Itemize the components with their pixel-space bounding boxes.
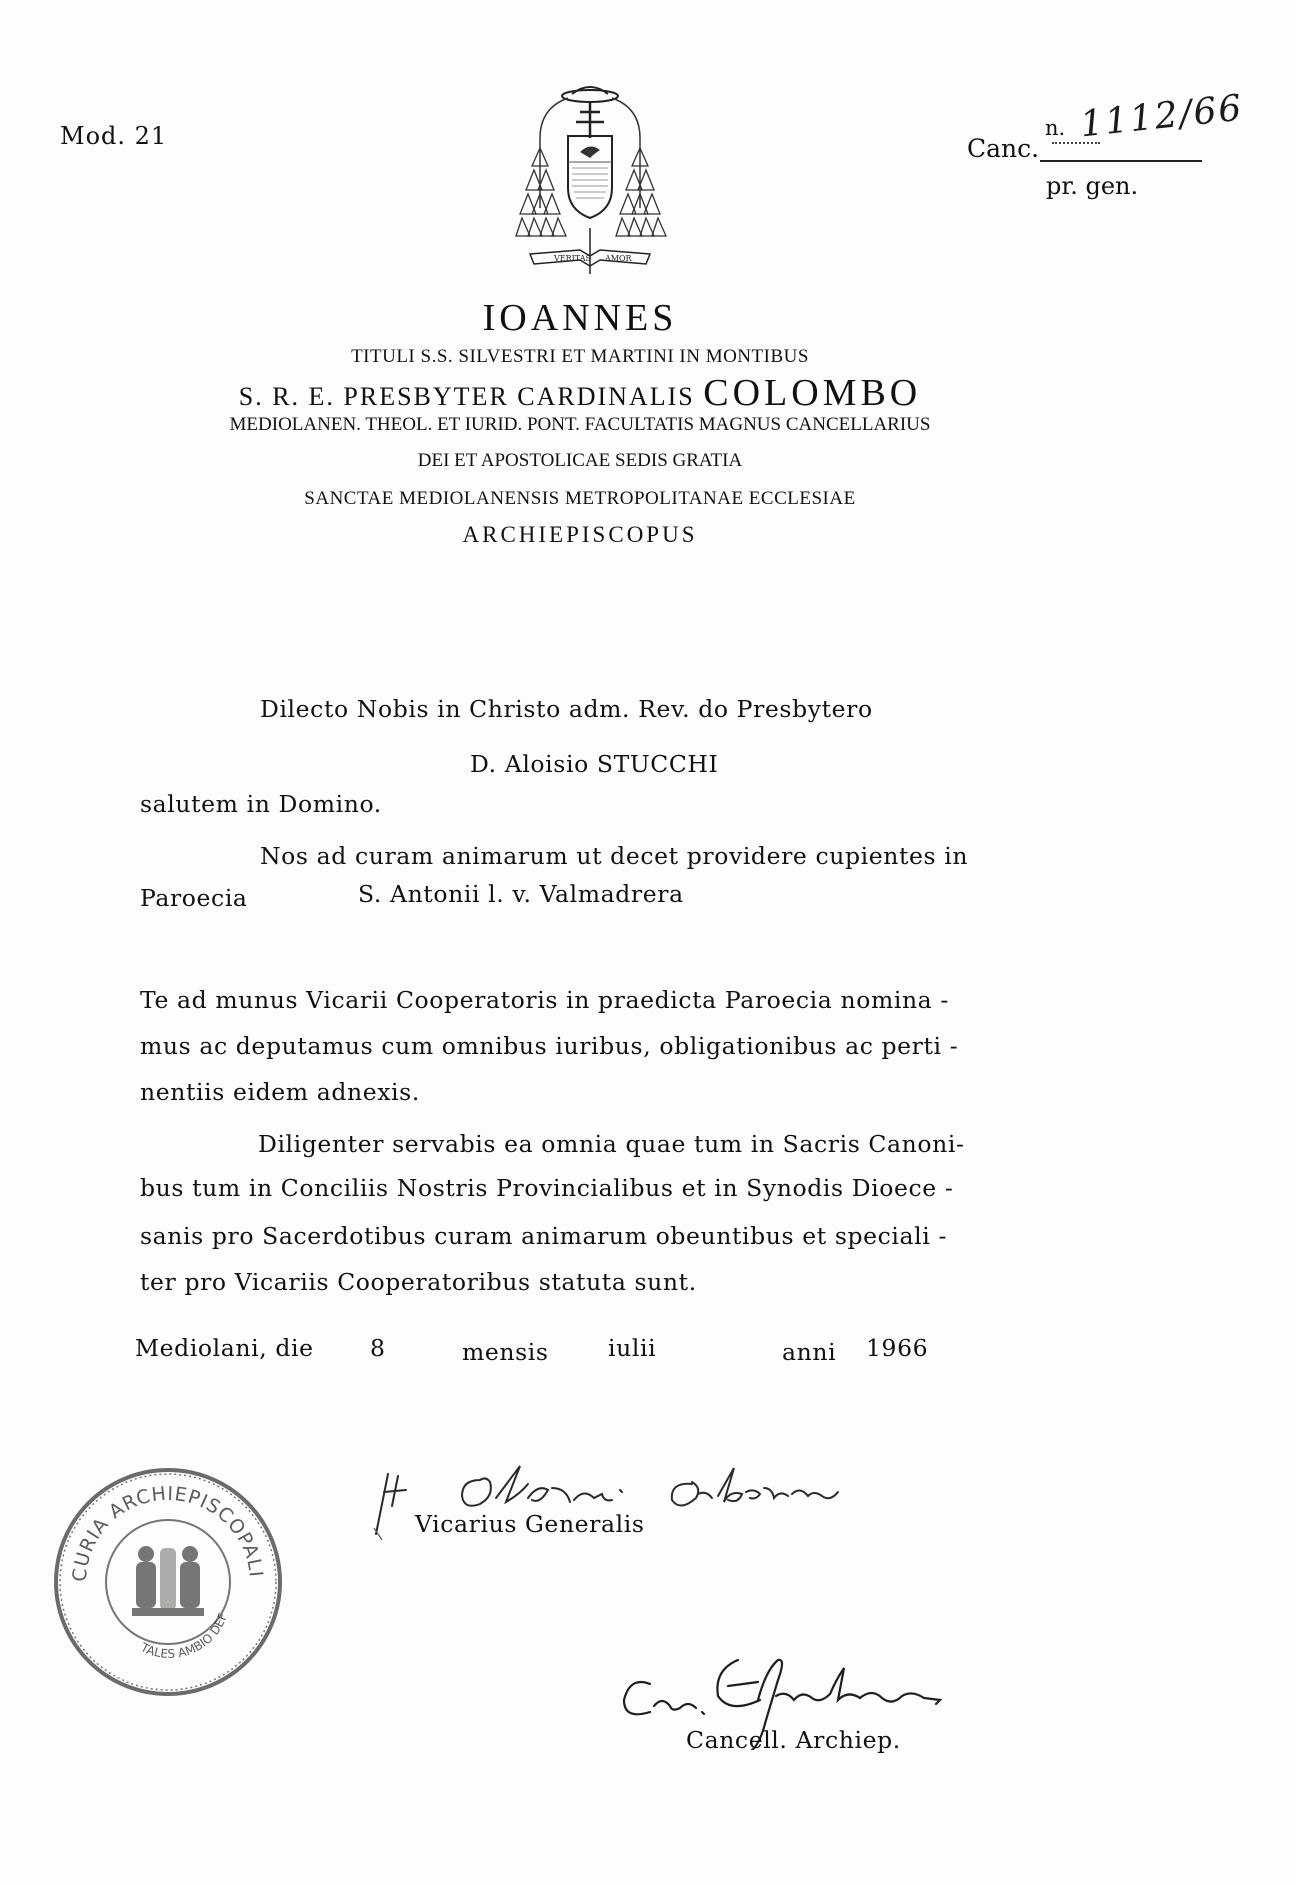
body-line-adnexis: nentiis eidem adnexis. xyxy=(140,1078,420,1106)
date-day: 8 xyxy=(370,1334,386,1362)
coat-of-arms-icon xyxy=(510,78,670,278)
body-line-diligenter: Diligenter servabis ea omnia quae tum in Sacris Canoni- xyxy=(258,1130,965,1158)
seal-stamp-icon xyxy=(48,1462,288,1702)
heading-titular-church: TITULI S.S. SILVESTRI ET MARTINI IN MONTIBUS xyxy=(351,346,809,367)
body-line-nos: Nos ad curam animarum ut decet providere cupientes in xyxy=(260,842,969,870)
date-anni-label: anni xyxy=(782,1338,837,1366)
seal-inner-text: TALES AMBIO DEF xyxy=(138,1611,231,1661)
form-model-label: Mod. 21 xyxy=(60,122,168,150)
body-line-rights: mus ac deputamus cum omnibus iuribus, obligationibus ac perti - xyxy=(140,1032,959,1060)
vicar-general-title: Vicarius Generalis xyxy=(415,1510,645,1538)
archdiocese-curia-seal xyxy=(48,1462,288,1702)
heading-chancellor-line: MEDIOLANEN. THEOL. ET IURID. PONT. FACULTATIS MAGNUS CANCELLARIUS xyxy=(229,414,931,435)
chancery-divider xyxy=(1040,160,1202,162)
date-mensis-label: mensis xyxy=(462,1338,549,1366)
date-place: Mediolani, die xyxy=(135,1334,314,1362)
date-month: iulii xyxy=(608,1334,657,1362)
heading-gratia-line: DEI ET APOSTOLICAE SEDIS GRATIA xyxy=(417,450,743,471)
heading-name: IOANNES xyxy=(482,297,678,339)
chancery-protocol-number: 1112/66 xyxy=(1078,87,1246,146)
body-line-appointment: Te ad munus Vicarii Cooperatoris in praedicta Paroecia nomina - xyxy=(140,986,949,1014)
heading-cardinal-prefix: S. R. E. PRESBYTER CARDINALIS xyxy=(238,382,695,411)
date-year: 1966 xyxy=(866,1334,929,1362)
greeting-line: salutem in Domino. xyxy=(140,790,382,818)
heading-archbishop-title: ARCHIEPISCOPUS xyxy=(462,522,698,547)
seal-outer-text: CURIA ARCHIEPISCOPALI xyxy=(68,1482,267,1583)
salutation-line: Dilecto Nobis in Christo adm. Rev. do Presbytero xyxy=(260,695,873,723)
chancery-n-label: n. xyxy=(1045,116,1066,140)
recipient-name: D. Aloisio STUCCHI xyxy=(470,750,719,778)
heading-surname: COLOMBO xyxy=(703,372,922,414)
chancery-label: Canc. xyxy=(967,134,1040,163)
body-line-sacerdotibus: sanis pro Sacerdotibus curam animarum obeuntibus et speciali - xyxy=(140,1222,947,1250)
heading-cardinal-line xyxy=(0,371,1160,415)
body-line-conciliis: bus tum in Conciliis Nostris Provincialibus et in Synodis Dioece - xyxy=(140,1174,954,1202)
parish-value: S. Antonii l. v. Valmadrera xyxy=(358,880,684,908)
body-line-statuta: ter pro Vicariis Cooperatoribus statuta sunt. xyxy=(140,1268,697,1296)
protocol-general-label: pr. gen. xyxy=(1046,172,1139,200)
cardinal-coat-of-arms xyxy=(510,78,670,278)
parish-label: Paroecia xyxy=(140,884,248,912)
motto-right: AMOR xyxy=(605,254,632,263)
motto-left: VERITAS xyxy=(554,254,591,263)
chancellor-title: Cancell. Archiep. xyxy=(686,1726,901,1754)
heading-ecclesia-line: SANCTAE MEDIOLANENSIS METROPOLITANAE ECCLESIAE xyxy=(304,488,856,509)
